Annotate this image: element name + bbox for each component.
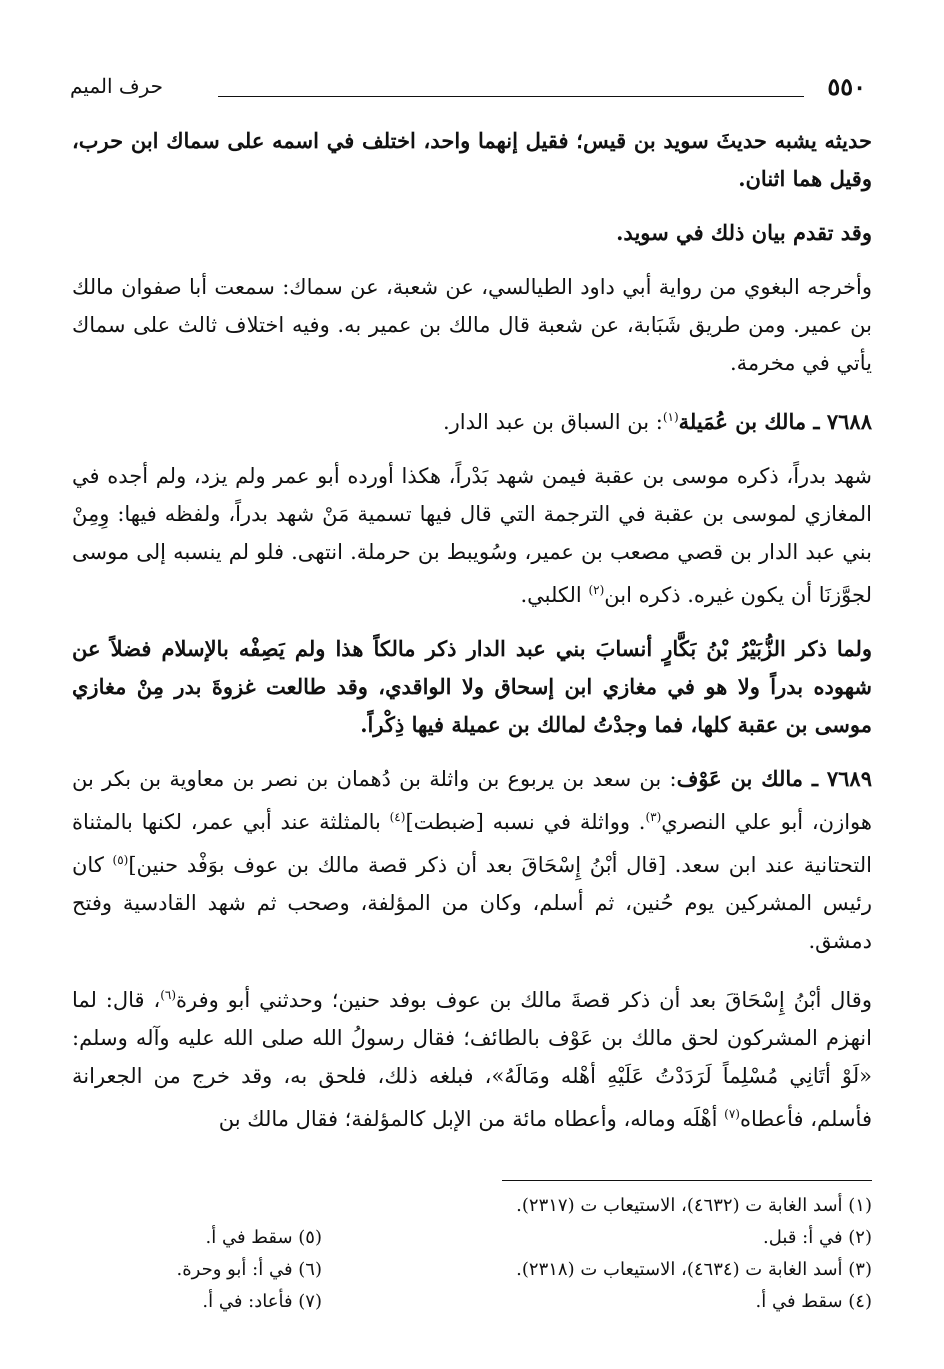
footnote: (١) أسد الغابة ت (٤٦٣٢)، الاستيعاب ت (٢٣١٧). bbox=[516, 1195, 872, 1216]
paragraph-text: وقال أبْنُ إِسْحَاقَ بعد أن ذكر قصةَ مالك بن عوف بوفد حنين؛ وحدثني أبو وفرة bbox=[176, 988, 872, 1012]
entry-7689 bbox=[72, 760, 872, 960]
page-header bbox=[70, 72, 874, 108]
paragraph-text: وقد تقدم بيان ذلك في سويد. bbox=[616, 220, 872, 245]
footnote: (٤) سقط في أ. bbox=[755, 1291, 872, 1312]
entry-text: بالمثلثة عند أبي عمر، لكنها بالمثناة التحتانية عند ابن سعد. [قال أبْنُ إِسْحَاقَ بعد أن ذكر قصة مالك بن عوف بوَفْد حنين] bbox=[72, 810, 872, 877]
footnote-rule bbox=[502, 1180, 872, 1181]
footnote: (٣) أسد الغابة ت (٤٦٣٤)، الاستيعاب ت (٢٣١٨). bbox=[516, 1259, 872, 1280]
paragraph bbox=[72, 122, 872, 198]
paragraph bbox=[72, 630, 872, 744]
footnote: (٢) في أ: قبل. bbox=[763, 1227, 872, 1248]
footnotes-column-right bbox=[402, 1190, 872, 1318]
paragraph-text: أهْلَه وماله، وأعطاه مائة من الإبل كالمؤلفة؛ فقال مالك بن bbox=[218, 1107, 725, 1131]
paragraph bbox=[72, 457, 872, 614]
footnote-ref: (٢) bbox=[588, 583, 605, 597]
footnote-ref: (٥) bbox=[112, 853, 129, 867]
paragraph-text: شهد بدراً، ذكره موسى بن عقبة فيمن شهد بَدْراً، هكذا أورده أبو عمر ولم يزد، ولم أجده في المغازي لموسى بن عقبة في الترجمة التي قال فيها تسمية مَنْ شهد بدراً، ولفظه فيها: وِمِنْ بني عبد الدار بن قصي مصعب بن عمير، وسُويبط بن حرملة. انتهى. فلو لم ينسبه إلى موسى لجوَّزنَا أن يكون غيره. ذكره ابن bbox=[72, 464, 872, 607]
footnote: (٥) سقط في أ. bbox=[205, 1227, 322, 1248]
entry-text: : بن السباق بن عبد الدار. bbox=[442, 410, 663, 434]
paragraph-text: حديثه يشبه حديثَ سويد بن قيس؛ فقيل إنهما واحد، اختلف في اسمه على سماك ابن حرب، وقيل هما اثنان. bbox=[72, 128, 872, 191]
paragraph-text: ، قال: لما انهزم المشركون لحق مالك بن عَوْف بالطائف؛ فقال رسولُ الله صلى الله عليه وآله وسلم: «لَوْ أتَانِي مُسْلِماً لَرَدَدْتُ عَلَيْهِ أهْله ومَالَهُ»، فبلغه ذلك، فلحق به، وقد خرج من الجعرانة فأسلم، فأعطاه bbox=[72, 988, 872, 1131]
footnote-ref: (٣) bbox=[645, 810, 662, 824]
footnotes-column-left bbox=[72, 1222, 322, 1318]
paragraph bbox=[72, 268, 872, 382]
page-number: ٥٥٠ bbox=[827, 72, 866, 101]
running-head: حرف الميم bbox=[70, 74, 164, 98]
paragraph-text: ولما ذكر الزُّبَيْرُ بْنُ بَكَّارٍ أنسابَ بني عبد الدار ذكر مالكاً هذا ولم يَصِفْه بالإسلام فضلاً عن شهوده بدراً ولا هو في مغازي ابن إسحاق ولا الواقدي، وقد طالعت غزوةَ بدر مِنْ مغازي موسى بن عقبة كلها، فما وجدْتُ لمالك بن عميلة فيها ذِكْراً. bbox=[72, 636, 872, 737]
footnote-ref: (٧) bbox=[724, 1107, 740, 1121]
footnote-ref: (١) bbox=[662, 410, 679, 424]
entry-heading: ٧٦٨٩ ـ مالك بن عَوْف bbox=[676, 766, 872, 791]
entry-text: . وواثلة في نسبه [ضبطت] bbox=[405, 810, 646, 834]
paragraph-text: وأخرجه البغوي من رواية أبي داود الطيالسي، عن شعبة، عن سماك: سمعت أبا صفوان مالك بن عمير. ومن طريق شَبَابة، عن شعبة قال مالك بن عمير به. وفيه اختلاف ثالث على سماك يأتي في مخرمة. bbox=[72, 275, 872, 375]
footnote-ref: (٤) bbox=[389, 810, 406, 824]
entry-text: كان رئيس المشركين يوم حُنين، ثم أسلم، وكان من المؤلفة، وصحب ثم شهد القادسية وفتح دمشق. bbox=[72, 853, 872, 953]
entry-text: : بن سعد بن يربوع بن واثلة بن دُهمان بن نصر بن معاوية بن بكر بن هوازن، أبو علي النصري bbox=[72, 767, 872, 834]
footnote: (٧) فأعاد: في أ. bbox=[202, 1291, 322, 1312]
entry-7688 bbox=[72, 398, 872, 441]
footnote-ref: (٦) bbox=[160, 988, 177, 1002]
header-rule bbox=[218, 96, 804, 97]
paragraph bbox=[72, 214, 872, 252]
footnote: (٦) في أ: أبو وحرة. bbox=[176, 1259, 322, 1280]
entry-heading: ٧٦٨٨ ـ مالك بن عُمَيلة bbox=[678, 409, 872, 434]
paragraph-text: الكلبي. bbox=[520, 583, 589, 607]
paragraph bbox=[72, 976, 872, 1138]
main-text bbox=[72, 122, 872, 1154]
